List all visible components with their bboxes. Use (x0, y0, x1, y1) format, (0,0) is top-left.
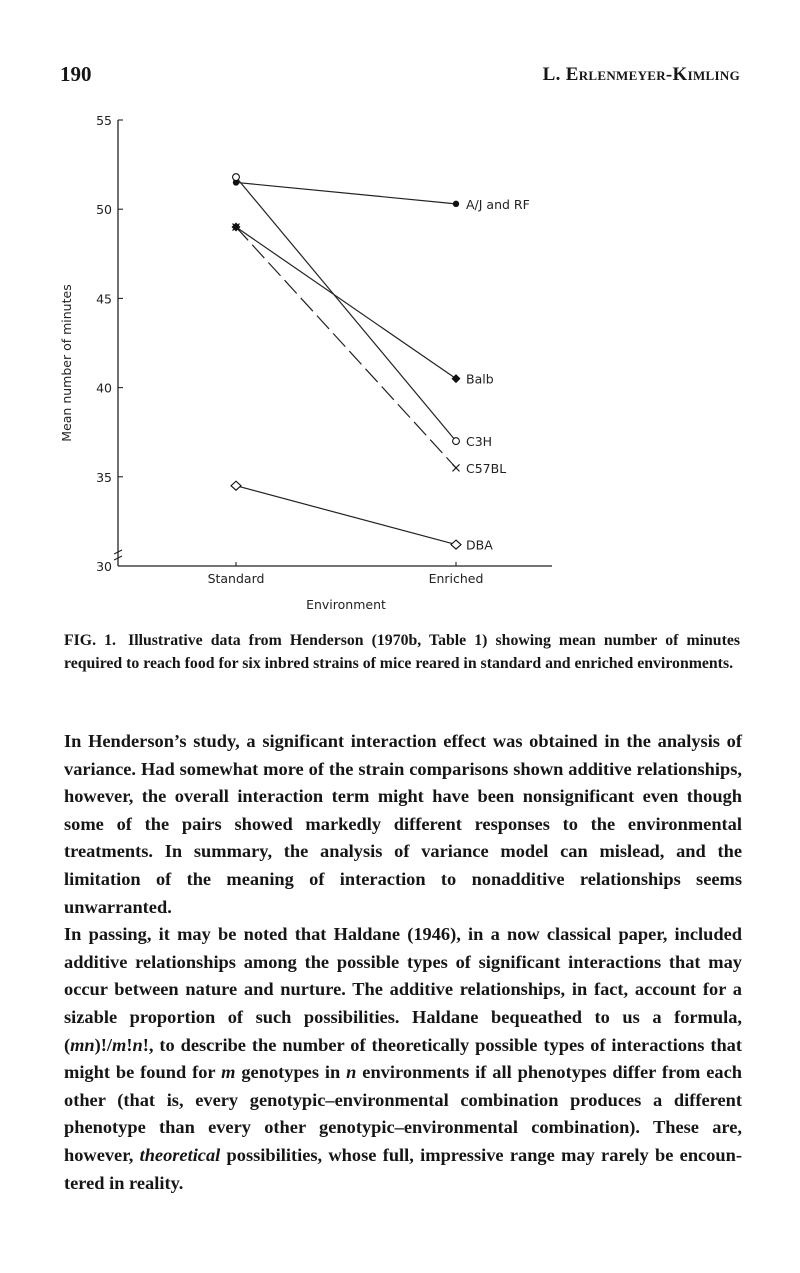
series-label: C57BL (466, 460, 507, 476)
x-tick-label: Standard (207, 571, 265, 586)
marker-open-circle (233, 174, 240, 181)
marker-open-diamond (231, 481, 241, 490)
y-axis-title: Mean number of minutes (59, 284, 74, 442)
paragraph-1: In Henderson’s study, a significant interaction effect was obtained in the analysis of variance. Had somewhat more of the strain comparisons shown additive relationships, however, the overall interaction term might have been nonsignificant even though some of the pairs showed markedly different responses to the environmental treatments. In summary, the analysis of variance model can mislead, and the limitation of the meaning of interaction to nonadditive relationships seems unwarranted. (64, 731, 742, 917)
series-c3h (233, 174, 492, 449)
figure-caption (64, 630, 740, 675)
series-line (236, 227, 456, 379)
series-line (236, 177, 456, 441)
figure-label: FIG. 1. (64, 632, 116, 649)
marker-filled-diamond (452, 374, 461, 383)
running-head: L. Erlenmeyer-Kimling (542, 64, 740, 85)
series-line (236, 227, 456, 468)
series-label: DBA (466, 537, 493, 553)
series-balb (232, 223, 494, 387)
page-header (60, 62, 740, 92)
y-tick-label: 35 (96, 469, 112, 485)
figure-caption-text: Illustrative data from Henderson (1970b, Table 1) showing mean number of minutes required to reach food for six inbred strains of mice reared in standard and enriched environments. (64, 632, 741, 672)
body-text (64, 728, 742, 1197)
chart-y-ticks (96, 113, 483, 586)
marker-open-diamond (451, 540, 461, 549)
series-a-j-and-rf (233, 179, 530, 212)
page-number: 190 (60, 62, 92, 86)
chart-axes (114, 120, 552, 566)
y-tick-label: 45 (96, 291, 112, 307)
marker-open-circle (453, 438, 460, 445)
chart-series (231, 174, 530, 553)
marker-filled-circle (453, 201, 459, 207)
series-label: C3H (466, 434, 493, 450)
y-tick-label: 55 (96, 113, 112, 128)
series-dba (231, 481, 493, 552)
paragraph-2: In passing, it may be noted that Haldane (1946), in a now classical paper, included additive relationships among the possible types of significant interactions that may occur between nature and nurture. The additive relationships, in fact, account for a sizable proportion of such possibilities. Haldane bequeathed to us a formula, (mn)!/m!n!, to describe the number of theoretically possible types of interactions that might be found for m genotypes in n environments if all phenotypes differ from each other (that is, every genotypic–environmental combination produces a different phenotype than every other genotypic–environmental combination). These are, however, theoretical possibilities, whose full, impressive range may rarely be encountered in reality. (64, 924, 743, 1193)
series-line (236, 182, 456, 203)
x-tick-label: Enriched (428, 571, 484, 586)
series-label: Balb (466, 371, 494, 387)
series-label: A/J and RF (466, 196, 530, 212)
figure-chart (0, 100, 800, 620)
y-tick-label: 50 (96, 202, 112, 218)
marker-x (453, 464, 460, 471)
y-tick-label: 40 (96, 380, 112, 396)
x-axis-title: Environment (306, 597, 386, 612)
series-line (236, 486, 456, 545)
y-tick-label: 30 (96, 559, 112, 574)
